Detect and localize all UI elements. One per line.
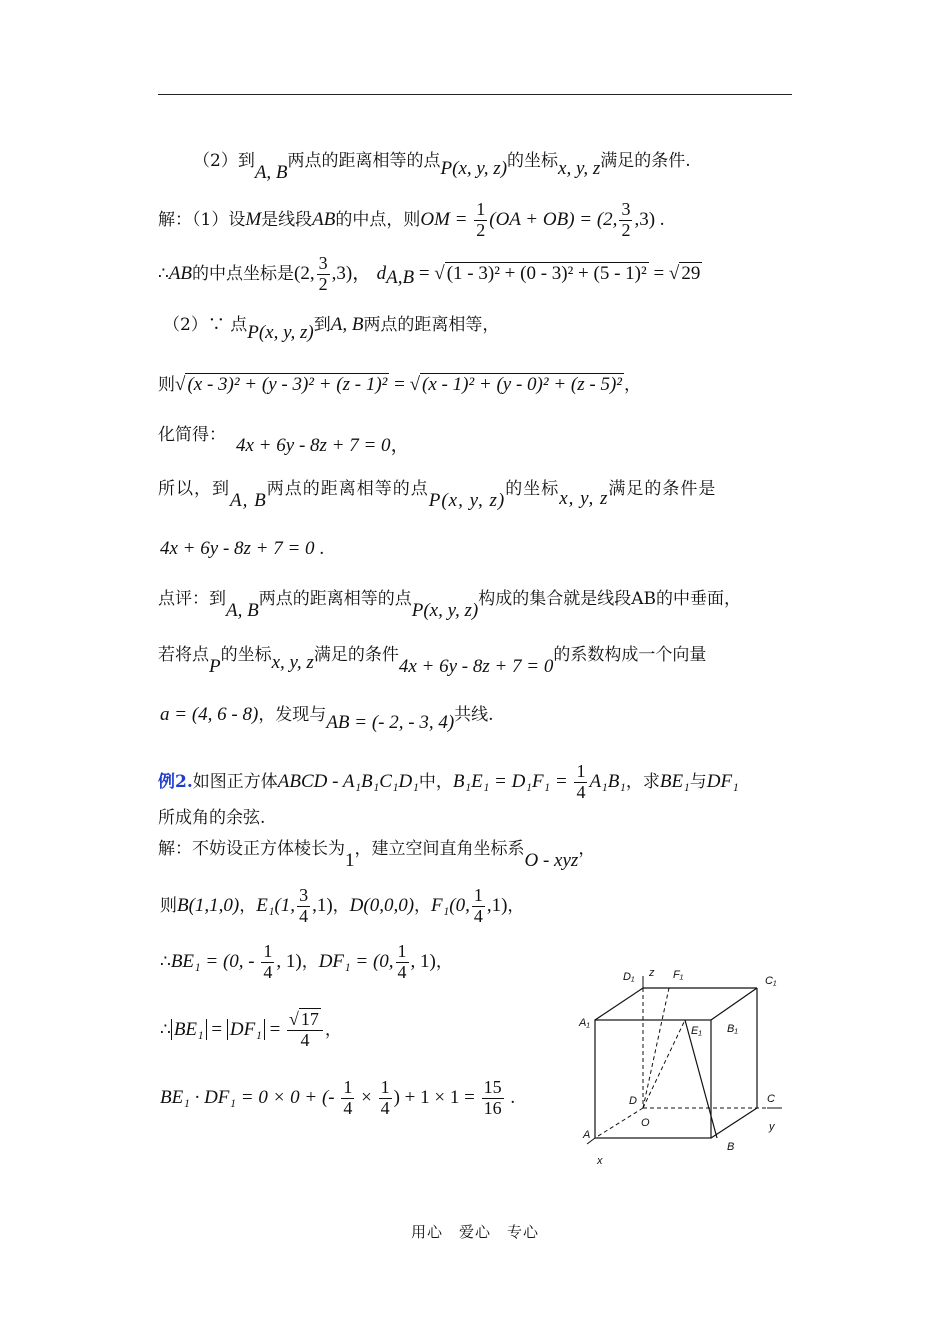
line-10: 若将点P的坐标x, y, z满足的条件4x + 6y - 8z + 7 = 0的系数构成一个向量 [158,645,707,677]
fraction: $\frac{1}{4}$ [343,1077,353,1118]
label-A1: A₁ [579,1017,590,1029]
header-rule [158,94,792,95]
label-y: y [769,1121,775,1133]
fraction: $\frac{1}{4}$ [576,761,586,802]
line-6: 化简得： [158,425,226,445]
line-15: 则B(1,1,0)，E₁(1, $\frac{3}{4}$ ,1)，D(0,0,0)，F₁(0, $\frac{1}{4}$ ,1)， [160,885,525,926]
line-13: 所成角的余弦. [158,808,266,828]
label-O: O [641,1117,650,1129]
line-17: ∴ BE₁ = DF₁ = $\frac{√ 17}{4}$ ， [160,1009,342,1050]
label-F1: F₁ [673,969,684,981]
line-9: 点评：到A, B两点的距离相等的点P(x, y, z)构成的集合就是线段AB的中垂面， [158,589,741,621]
fraction: $\frac{3}{4}$ [299,885,309,926]
line-11: a = (4, 6 - 8)，发现与AB = (- 2, - 3, 4)共线. [160,704,494,733]
label-A: A [583,1129,591,1141]
label-B: B [727,1141,735,1153]
page-footer: 用心 爱心 专心 [410,1223,539,1241]
line-12: 例2.如图正方体ABCD - A₁B₁C₁D₁中，B₁E₁ = D₁F₁ = $\frac{1}{4}$ A₁B₁，求BE₁与DF₁ [158,761,739,802]
fraction: $\frac{1}{4}$ [397,941,407,982]
fraction: $\frac{1}{4}$ [473,885,483,926]
fraction: $\frac{3}{2}$ [318,253,328,294]
fraction: $\frac{3}{2}$ [621,199,631,240]
line-16: ∴BE₁ = (0, - $\frac{1}{4}$ , 1)，DF₁ = (0, $\frac{1}{4}$ , 1)， [160,941,453,982]
line-18: BE₁ · DF₁ = 0 × 0 + (- $\frac{1}{4}$ × $\frac{1}{4}$ ) + 1 × 1 = $\frac{15}{16}$ . [160,1077,516,1118]
label-C: C [767,1093,775,1105]
line-2: 解：（1）设M是线段AB的中点，则OM = $\frac{1}{2}$ (OA + OB) = (2, $\frac{3}{2}$ ,3) . [158,199,665,240]
fraction: $\frac{1}{4}$ [263,941,273,982]
line-8: 4x + 6y - 8z + 7 = 0 . [160,538,325,559]
line-5: 则√ (x - 3)² + (y - 3)² + (z - 1)² = √ (x - 1)² + (y - 0)² + (z - 5)² ， [158,374,641,395]
fraction: $\frac{1}{4}$ [380,1077,390,1118]
label-x: x [597,1155,603,1167]
label-D1: D₁ [623,971,635,983]
label-z: z [649,967,655,979]
fraction: $\frac{√ 17}{4}$ [287,1010,323,1051]
example-label: 例2. [158,771,193,792]
line-1: （2）到A, B两点的距离相等的点P(x, y, z)的坐标x, y, z满足的条件. [193,151,691,183]
line-6-eq: 4x + 6y - 8z + 7 = 0， [236,435,410,456]
line-3: ∴AB的中点坐标是(2, $\frac{3}{2}$ ,3)， $d_{A,B}$ = √ (1 - 3)² + (0 - 3)² + (5 - 1)² = √ 29 [158,253,701,294]
line-14: 解：不妨设正方体棱长为1，建立空间直角坐标系O - xyz， [158,839,596,871]
label-E1: E₁ [691,1025,702,1037]
label-C1: C₁ [765,975,777,987]
label-D: D [629,1095,637,1107]
line-7: 所以，到A, B两点的距离相等的点P(x, y, z)的坐标x, y, z满足的条件是 [158,479,717,511]
fraction: $\frac{15}{16}$ [483,1077,502,1118]
fraction: $\frac{1}{2}$ [476,199,486,240]
line-4: （2）∵ 点P(x, y, z)到A, B两点的距离相等， [163,314,500,343]
cube-figure [577,962,807,1172]
label-B1: B₁ [727,1023,738,1035]
